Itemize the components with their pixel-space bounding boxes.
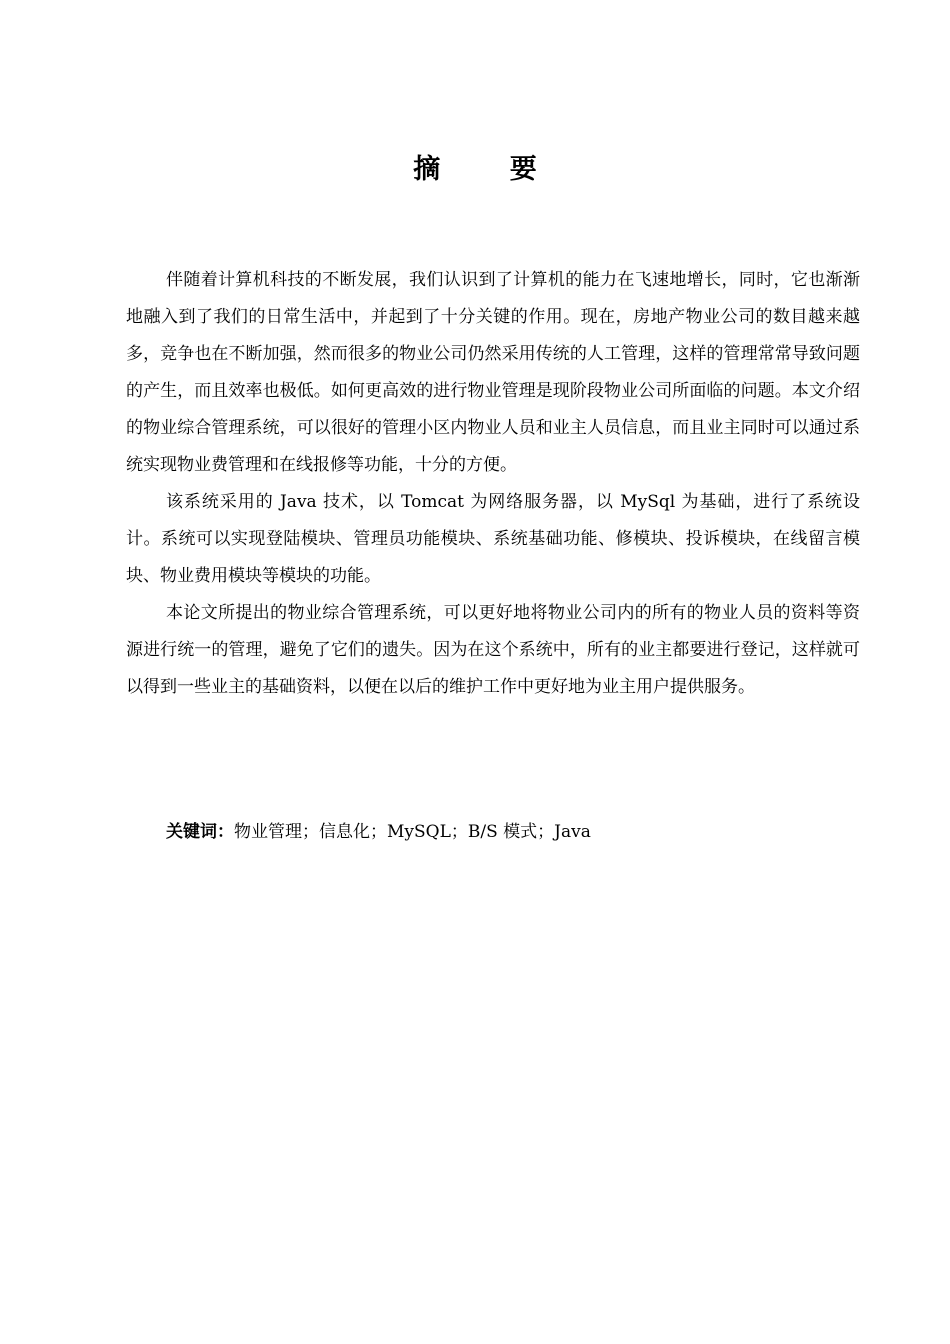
keywords-label: 关键词： (166, 822, 234, 842)
abstract-title: 摘 要 (413, 154, 567, 185)
keywords-text: 物业管理；信息化；MySQL；B/S 模式；Java (234, 822, 591, 842)
abstract-paragraph-3: 本论文所提出的物业综合管理系统，可以更好地将物业公司内的所有的物业人员的资料等资源进行统一的管理，避免了它们的遗失。因为在这个系统中，所有的业主都要进行登记，这样就可以得到一些业主的基础资料，以便在以后的维护工作中更好地为业主用户提供服务。 (126, 603, 860, 697)
abstract-paragraph-2: 该系统采用的 Java 技术，以 Tomcat 为网络服务器，以 MySql 为基础，进行了系统设计。系统可以实现登陆模块、管理员功能模块、系统基础功能、修模块、投诉模块，在线留言模块、物业费用模块等模块的功能。 (126, 492, 860, 586)
keywords-line (166, 814, 866, 851)
abstract-paragraph-1: 伴随着计算机科技的不断发展，我们认识到了计算机的能力在飞速地增长，同时，它也渐渐地融入到了我们的日常生活中，并起到了十分关键的作用。现在，房地产物业公司的数目越来越多，竞争也在不断加强，然而很多的物业公司仍然采用传统的人工管理，这样的管理常常导致问题的产生，而且效率也极低。如何更高效的进行物业管理是现阶段物业公司所面临的问题。本文介绍的物业综合管理系统，可以很好的管理小区内物业人员和业主人员信息，而且业主同时可以通过系统实现物业费管理和在线报修等功能，十分的方便。 (126, 270, 860, 475)
abstract-body (126, 262, 860, 706)
